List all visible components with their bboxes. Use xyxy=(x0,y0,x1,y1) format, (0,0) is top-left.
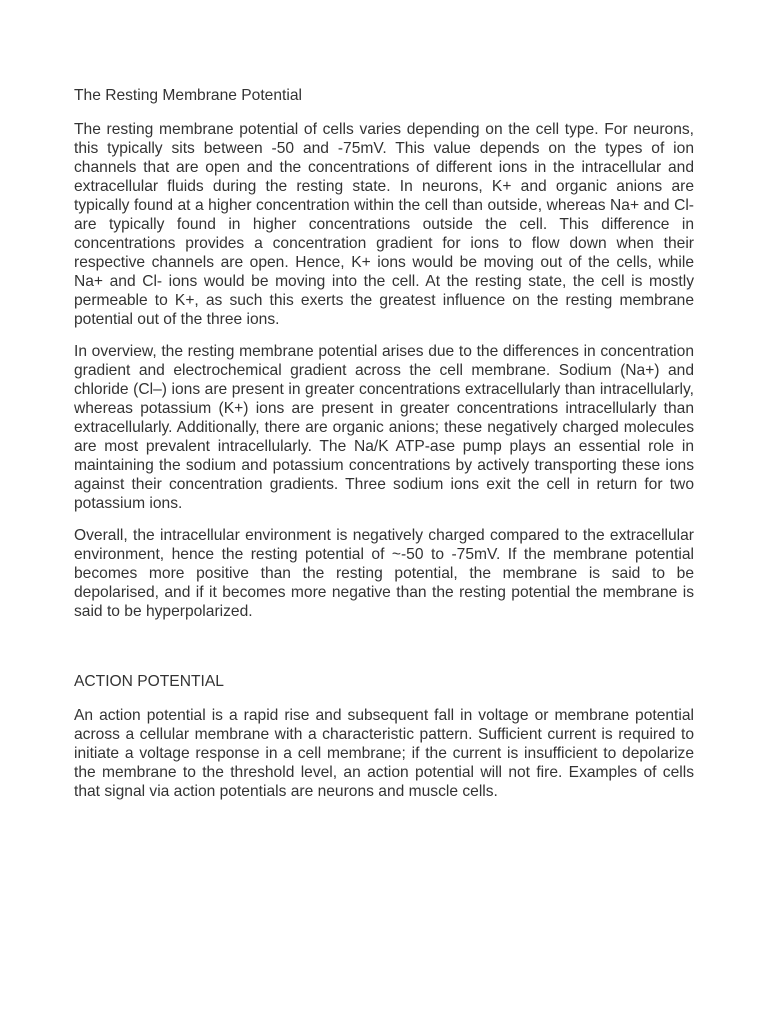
paragraph: Overall, the intracellular environment is negatively charged compared to the extracellular environment, hence the resting potential of ~-50 to -75mV. If the membrane potential becomes more positive than the resting potential, the membrane is said to be depolarised, and if it becomes more negative than the resting potential the membrane is said to be hyperpolarized. xyxy=(74,527,699,620)
paragraph: In overview, the resting membrane potential arises due to the differences in concentration gradient and electrochemical gradient across the cell membrane. Sodium (Na+) and chloride (Cl–) ions are present in greater concentrations extracellularly than intracellularly, whereas potassium (K+) ions are present in greater concentrations intracellularly than extracellularly. Additionally, there are organic anions; these negatively charged molecules are most prevalent intracellularly. The Na/K ATP-ase pump plays an essential role in maintaining the sodium and potassium concentrations by actively transporting these ions against their concentration gradients. Three sodium ions exit the cell in return for two potassium ions. xyxy=(74,343,699,512)
section-heading-resting-membrane-potential: The Resting Membrane Potential xyxy=(74,87,302,104)
paragraph: The resting membrane potential of cells varies depending on the cell type. For neurons, this typically sits between -50 and -75mV. This value depends on the types of ion channels that are open and the concentrations of different ions in the intracellular and extracellular fluids during the resting state. In neurons, K+ and organic anions are typically found at a higher concentration within the cell than outside, whereas Na+ and Cl- are typically found in higher concentrations outside the cell. This difference in concentrations provides a concentration gradient for ions to flow down when their respective channels are open. Hence, K+ ions would be moving out of the cells, while Na+ and Cl- ions would be moving into the cell. At the resting state, the cell is mostly permeable to K+, as such this exerts the greatest influence on the resting membrane potential out of the three ions. xyxy=(74,121,703,328)
document-page xyxy=(74,86,703,814)
section-spacer xyxy=(74,634,694,672)
paragraph: An action potential is a rapid rise and subsequent fall in voltage or membrane potential across a cellular membrane with a characteristic pattern. Sufficient current is required to initiate a voltage response in a cell membrane; if the current is insufficient to depolarize the membrane to the threshold level, an action potential will not fire. Examples of cells that signal via action potentials are neurons and muscle cells. xyxy=(74,707,699,800)
section-heading-action-potential: ACTION POTENTIAL xyxy=(74,673,224,690)
